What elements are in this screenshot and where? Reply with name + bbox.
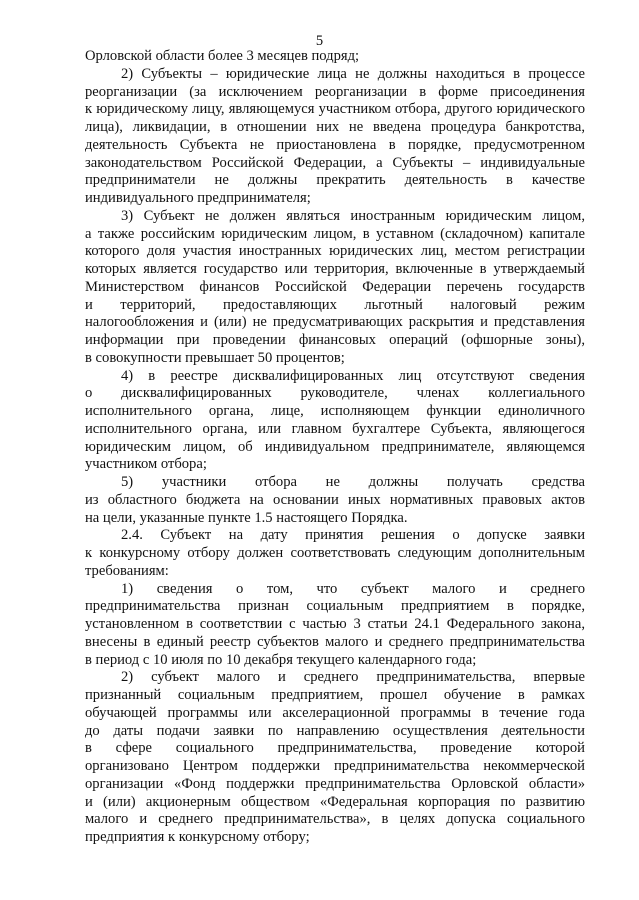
text-line: 5) участники отбора не должны получать средства xyxy=(121,474,585,490)
text-line: предпринимательства признан социальным предприятием в порядке, xyxy=(85,598,585,615)
text-line: налогообложения и (или) не предусматривающих раскрытия и представления xyxy=(85,314,585,331)
text-line: индивидуального предпринимателя; xyxy=(85,190,311,206)
text-line: из областного бюджета на основании иных нормативных правовых актов xyxy=(85,491,585,508)
text-line: юридическим лицом, об индивидуальном предпринимателе, являющемся xyxy=(85,438,585,455)
text-line: признанный социальным предприятием, прошел обучение в рамках xyxy=(85,687,585,703)
text-line: на цели, указанные пункте 1.5 настоящего Порядка. xyxy=(85,509,408,526)
text-line: установленном в соответствии с частью 3 статьи 24.1 Федерального закона, xyxy=(85,616,585,632)
text-line: исполнительного органа, или главном бухгалтере Субъекта, являющегося xyxy=(85,420,585,437)
text-line: 3) Субъект не должен являться иностранным юридическим лицом, xyxy=(121,207,585,224)
text-line: и (или) акционерным обществом «Федеральная корпорация по развитию xyxy=(85,793,585,810)
text-line: 4) в реестре дисквалифицированных лиц отсутствуют сведения xyxy=(121,367,585,384)
text-line: предприниматели не должны прекратить деятельность в качестве xyxy=(85,172,585,189)
text-line: к юридическому лицу, являющемуся участником отбора, другого юридического xyxy=(85,101,585,118)
text-line: информации при проведении финансовых операций (офшорные зоны), xyxy=(85,332,585,348)
document-body xyxy=(85,48,585,847)
text-line: 1) сведения о том, что субъект малого и среднего xyxy=(121,580,585,597)
text-line: организации «Фонд поддержки предпринимательства Орловской области» xyxy=(85,775,585,792)
text-line: лица), ликвидации, в отношении них не введена процедура банкротства, xyxy=(85,119,585,135)
text-line: и территорий, предоставляющих льготный налоговый режим xyxy=(85,296,585,313)
text-line: 2) субъект малого и среднего предпринимательства, впервые xyxy=(121,669,585,686)
text-line: в период с 10 июля по 10 декабря текущего календарного года; xyxy=(85,651,477,668)
text-line: внесены в единый реестр субъектов малого и среднего предпринимательства xyxy=(85,633,585,650)
text-line: а также российским юридическим лицом, в уставном (складочном) капитале xyxy=(85,225,585,242)
text-line: которого доля участия иностранных юридических лиц, местом регистрации xyxy=(85,243,585,260)
text-line: о дисквалифицированных руководителе, членах коллегиального xyxy=(85,385,585,402)
text-line: Министерством финансов Российской Федерации перечень государств xyxy=(85,278,585,295)
text-line: к конкурсному отбору должен соответствовать следующим дополнительным xyxy=(85,545,585,561)
text-line: 2.4. Субъект на дату принятия решения о допуске заявки xyxy=(121,527,585,544)
text-line: 2) Субъекты – юридические лица не должны находиться в процессе xyxy=(121,65,585,82)
text-line: требованиям: xyxy=(85,562,169,579)
text-line: в сфере социального предпринимательства, проведение которой xyxy=(85,740,585,757)
text-line: обучающей программы или акселерационной программы в течение года xyxy=(85,704,585,721)
text-line: малого и среднего предпринимательства», в целях допуска социального xyxy=(85,811,585,828)
text-line: реорганизации (за исключением реорганизации в форме присоединения xyxy=(85,83,585,100)
text-line: исполнительного органа, лице, исполняющем функции единоличного xyxy=(85,403,585,419)
text-line: участником отбора; xyxy=(85,456,207,473)
text-line: деятельность Субъекта не приостановлена в порядке, предусмотренном xyxy=(85,136,585,153)
page-number: 5 xyxy=(315,33,324,49)
text-line: законодательством Российской Федерации, а Субъекты – индивидуальные xyxy=(85,154,585,171)
text-line: до даты подачи заявки по направлению осуществления деятельности xyxy=(85,722,585,739)
text-line: организовано Центром поддержки предпринимательства некоммерческой xyxy=(85,758,585,774)
text-line: которых является государство или территория, включенные в утверждаемый xyxy=(85,261,585,277)
text-line: Орловской области более 3 месяцев подряд; xyxy=(85,48,360,64)
text-line: предприятия к конкурсному отбору; xyxy=(85,829,310,845)
text-line: в совокупности превышает 50 процентов; xyxy=(85,349,345,366)
